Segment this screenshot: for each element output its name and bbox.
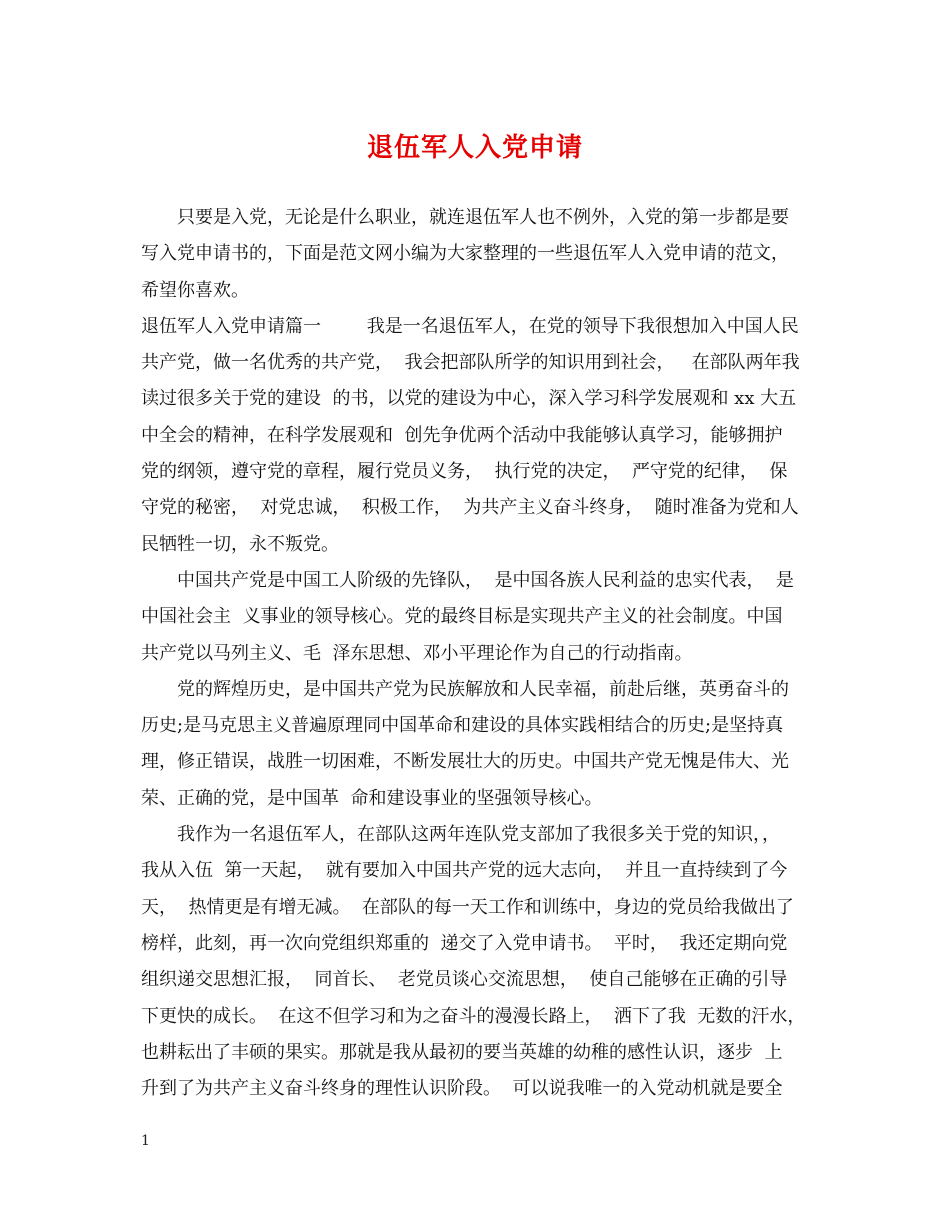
text-line: 我从入伍 第一天起， 就有要加入中国共产党的远大志向， 并且一直持续到了今 (141, 860, 788, 882)
text-line: 下更快的成长。 在这不但学习和为之奋斗的漫漫长路上， 洒下了我 无数的汗水， (141, 1005, 806, 1027)
text-line: 升到了为共产主义奋斗终身的理性认识阶段。 可以说我唯一的入党动机就是要全 (141, 1078, 783, 1100)
text-line: 天， 热情更是有增无减。 在部队的每一天工作和训练中，身边的党员给我做出了 (141, 896, 794, 918)
text-line: 我作为一名退伍军人，在部队这两年连队党支部加了我很多关于党的知识，， (177, 824, 780, 846)
text-line: 也耕耘出了丰硕的果实。那就是我从最初的要当英雄的幼稚的感性认识，逐步 上 (141, 1041, 783, 1063)
document-body (141, 200, 813, 1107)
text-line: 中国社会主 义事业的领导核心。党的最终目标是实现共产主义的社会制度。中国 (141, 606, 783, 628)
text-line: 退伍军人入党申请篇一 我是一名退伍军人，在党的领导下我很想加入中国人民 (141, 315, 799, 337)
text-line: 组织递交思想汇报， 同首长、 老党员谈心交流思想， 使自己能够在正确的引导 (141, 969, 788, 991)
text-line: 党的辉煌历史，是中国共产党为民族解放和人民幸福，前赴后继，英勇奋斗的 (177, 678, 789, 700)
text-line: 写入党申请书的，下面是范文网小编为大家整理的一些退伍军人入党申请的范文， (141, 243, 789, 265)
text-line: 希望你喜欢。 (141, 279, 249, 301)
text-line: 守党的秘密， 对党忠诚， 积极工作， 为共产主义奋斗终身， 随时准备为党和人 (141, 497, 799, 519)
text-line: 共产党，做一名优秀的共产党， 我会把部队所学的知识用到社会， 在部队两年我 (141, 352, 800, 374)
text-line: 理，修正错误，战胜一切困难，不断发展壮大的历史。中国共产党无愧是伟大、光 (141, 751, 789, 773)
text-line: 荣、正确的党，是中国革 命和建设事业的坚强领导核心。 (141, 787, 603, 809)
text-line: 历史;是马克思主义普遍原理同中国革命和建设的具体实践相结合的历史;是坚持真 (141, 715, 784, 737)
text-line: 民牺牲一切，永不叛党。 (141, 533, 339, 555)
document-title: 退伍军人入党申请 (366, 133, 583, 163)
text-line: 共产党以马列主义、毛 泽东思想、邓小平理论作为自己的行动指南。 (141, 642, 693, 664)
text-line: 党的纲领，遵守党的章程，履行党员义务， 执行党的决定， 严守党的纪律， 保 (141, 461, 788, 483)
text-line: 只要是入党，无论是什么职业，就连退伍军人也不例外，入党的第一步都是要 (177, 207, 789, 228)
text-line: 读过很多关于党的建设 的书，以党的建设为中心，深入学习科学发展观和 xx 大五 (141, 388, 797, 410)
text-line: 中国共产党是中国工人阶级的先锋队， 是中国各族人民利益的忠实代表， 是 (177, 569, 794, 591)
page-number: 1 (141, 1133, 150, 1149)
text-line: 榜样，此刻，再一次向党组织郑重的 递交了入党申请书。 平时， 我还定期向党 (141, 932, 788, 954)
text-line: 中全会的精神，在科学发展观和 创先争优两个活动中我能够认真学习，能够拥护 (141, 424, 783, 446)
